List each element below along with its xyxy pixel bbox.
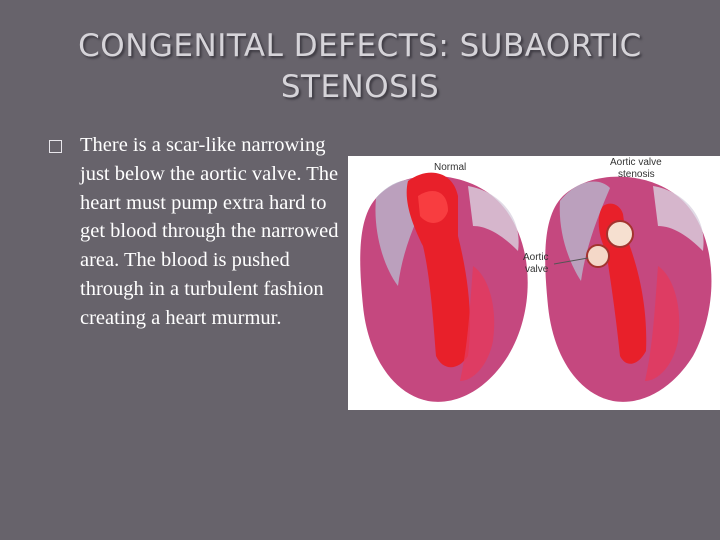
heart-diagram bbox=[348, 156, 720, 410]
label-aortic-valve-stenosis-2: stenosis bbox=[618, 169, 655, 180]
label-aortic-valve-stenosis-1: Aortic valve bbox=[610, 157, 662, 168]
normal-heart bbox=[360, 162, 527, 402]
slide-title bbox=[20, 26, 700, 108]
slide-title-line1: CONGENITAL DEFECTS: SUBAORTIC bbox=[78, 28, 642, 64]
stenosis-heart bbox=[523, 157, 711, 402]
slide-title-line2: STENOSIS bbox=[280, 69, 440, 105]
label-aortic-valve-2: valve bbox=[525, 264, 549, 275]
label-aortic-valve-1: Aortic bbox=[523, 252, 549, 263]
label-normal: Normal bbox=[434, 162, 467, 173]
bullet-square-icon bbox=[49, 140, 62, 153]
heart-illustration bbox=[348, 156, 720, 410]
bullet-text: There is a scar-like narrowing just below the aortic valve. The heart must pump extra hard to get blood through the narrowed area. The blood is pushed through in a turbulent fashion creating a heart murmur. bbox=[80, 134, 339, 329]
